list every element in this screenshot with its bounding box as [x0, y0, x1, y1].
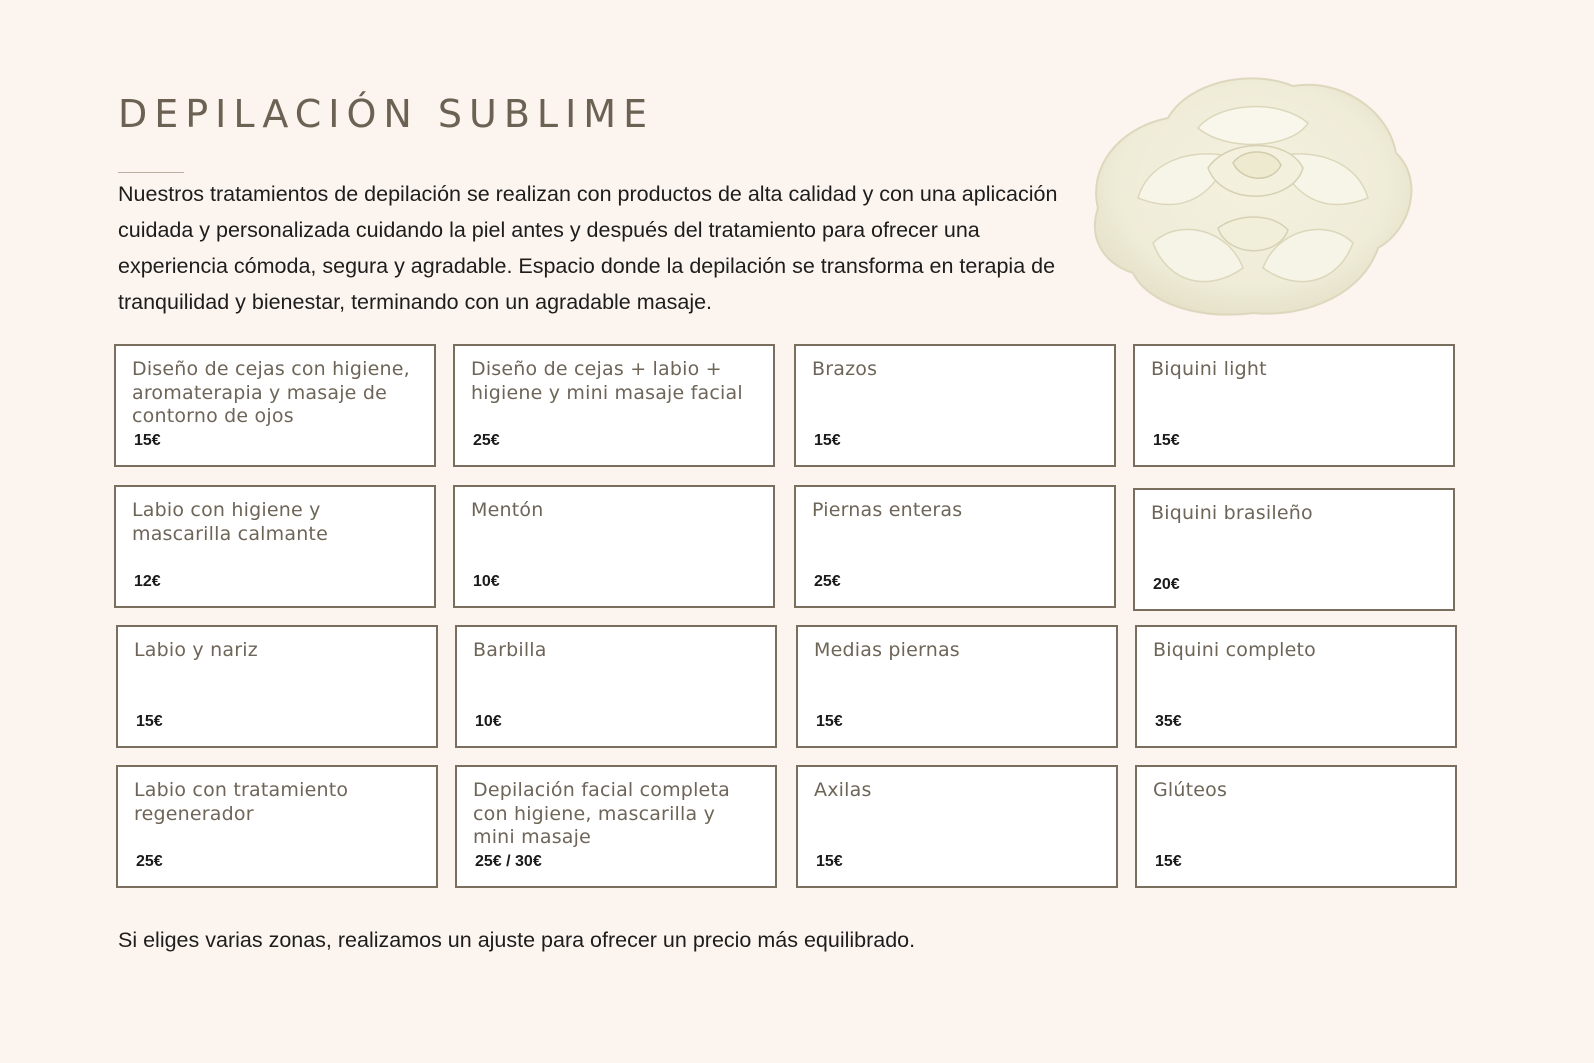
service-name: Diseño de cejas + labio + higiene y mini masaje facial: [471, 358, 743, 404]
service-card: [114, 485, 436, 608]
service-card: [794, 344, 1116, 467]
service-card: [796, 765, 1118, 888]
service-name: Medias piernas: [814, 639, 960, 661]
service-name: Diseño de cejas con higiene, aromaterapia y masaje de contorno de ojos: [132, 358, 410, 427]
intro-paragraph: Nuestros tratamientos de depilación se realizan con productos de alta calidad y con una aplicación cuidada y personalizada cuidando la piel antes y después del tratamiento para ofrecer una experiencia cómoda, segura y agradable. Espacio donde la depilación se transforma en terapia de tranquilidad y bienestar, terminando con un agradable masaje.: [118, 182, 1058, 314]
service-name: Depilación facial completa con higiene, mascarilla y mini masaje: [473, 779, 730, 848]
service-name: Piernas enteras: [812, 499, 963, 521]
service-card: [1133, 344, 1455, 467]
service-price: 15€: [136, 713, 163, 730]
service-name: Axilas: [814, 779, 872, 801]
service-card: [453, 344, 775, 467]
service-price: 25€ / 30€: [475, 853, 542, 870]
service-price: 25€: [136, 853, 163, 870]
footer-note: Si eliges varias zonas, realizamos un ajuste para ofrecer un precio más equilibrado.: [118, 928, 916, 952]
service-name: Brazos: [812, 358, 878, 380]
title-divider: [118, 172, 184, 173]
service-card: [453, 485, 775, 608]
service-card: [1135, 625, 1457, 748]
service-price: 15€: [134, 432, 161, 449]
service-price: 10€: [473, 573, 500, 590]
service-price: 35€: [1155, 713, 1182, 730]
service-price: 20€: [1153, 576, 1180, 593]
service-card: [116, 625, 438, 748]
service-card: [1133, 488, 1455, 611]
service-price: 15€: [816, 853, 843, 870]
service-name: Glúteos: [1153, 779, 1228, 801]
service-name: Biquini completo: [1153, 639, 1316, 661]
service-name: Labio y nariz: [134, 639, 258, 661]
service-name: Mentón: [471, 499, 544, 521]
page-title: DEPILACIÓN SUBLIME: [118, 92, 655, 136]
service-card: [1135, 765, 1457, 888]
rose-illustration: [1078, 68, 1428, 324]
service-card: [455, 625, 777, 748]
service-price: 10€: [475, 713, 502, 730]
service-name: Labio con higiene y mascarilla calmante: [132, 499, 328, 545]
service-card: [794, 485, 1116, 608]
service-price: 15€: [816, 713, 843, 730]
service-price: 15€: [814, 432, 841, 449]
service-card: [114, 344, 436, 467]
service-card: [116, 765, 438, 888]
service-card: [796, 625, 1118, 748]
service-price: 12€: [134, 573, 161, 590]
service-name: Biquini light: [1151, 358, 1267, 380]
service-card: [455, 765, 777, 888]
service-name: Labio con tratamiento regenerador: [134, 779, 349, 825]
service-price: 15€: [1153, 432, 1180, 449]
service-price: 15€: [1155, 853, 1182, 870]
service-price: 25€: [814, 573, 841, 590]
service-price: 25€: [473, 432, 500, 449]
service-name: Biquini brasileño: [1151, 502, 1313, 524]
service-name: Barbilla: [473, 639, 547, 661]
